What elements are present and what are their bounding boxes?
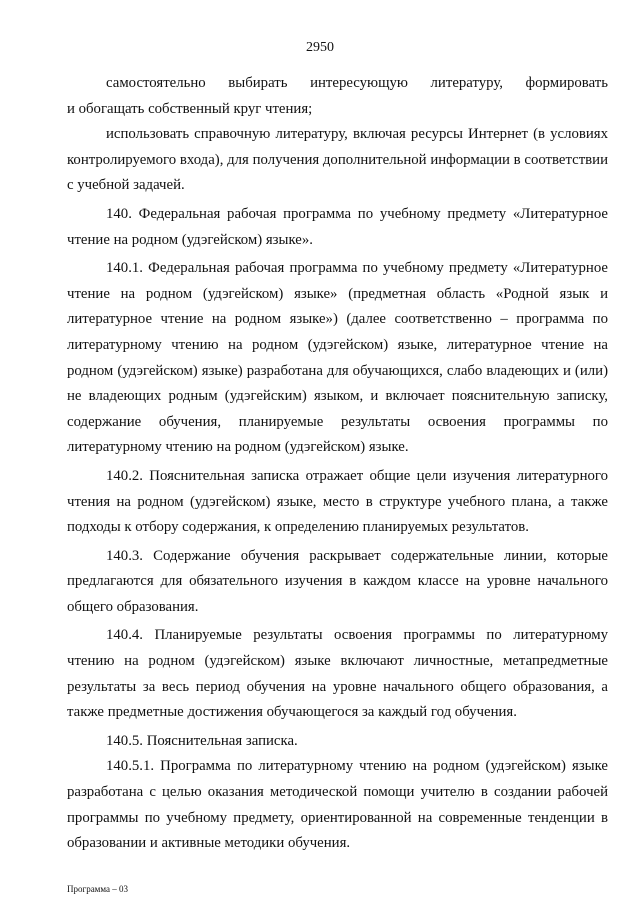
paragraph-1: самостоятельно выбирать интересующую литературу, формировать [106,75,608,91]
paragraph-7: 140.3. Содержание обучения раскрывает содержательные линии, которые предлагаются для обязательного изучения в каждом классе на уровне начального общего образования. [67,547,608,615]
paragraph-9: 140.5. Пояснительная записка. [106,732,298,749]
page-number: 2950 [306,40,334,55]
document-body [67,71,608,857]
paragraph-10: 140.5.1. Программа по литературному чтению на родном (удэгейском) языке разработана с целью оказания методической помощи учителю в создании рабочей программы по учебному предмету, ориентированной на современные тенденции в образовании и активные методики обучения. [67,758,608,852]
paragraph-8: 140.4. Планируемые результаты освоения программы по литературному чтению на родном (удэгейском) языке включают личностные, метапредметные результаты за весь период обучения на уровне начального общего образования, а также предметные достижения обучающегося за каждый год обучения. [67,627,608,721]
paragraph-2: и обогащать собственный круг чтения; [67,100,313,117]
paragraph-5: 140.1. Федеральная рабочая программа по учебному предмету «Литературное чтение на родном (удэгейском) языке» (предметная область «Родной язык и литературное чтение на родном языке») (далее соответственно – программа по литературному чтению на родном (удэгейском) языке, литературное чтение на родном (удэгейском) языке) разработана для обучающихся, слабо владеющих и (или) не владеющих родным (удэгейским) языком, и включает пояснительную записку, содержание обучения, планируемые результаты освоения программы по литературному чтению на родном (удэгейском) языке. [67,260,608,456]
footer-program-code: Программа – 03 [67,884,129,894]
paragraph-6: 140.2. Пояснительная записка отражает общие цели изучения литературного чтения на родном (удэгейском) языке, место в структуре учебного плана, а также подходы к отбору содержания, к определению планируемых результатов. [67,467,608,536]
paragraph-3: использовать справочную литературу, включая ресурсы Интернет (в условиях контролируемого входа), для получения дополнительной информации в соответствии с учебной задачей. [67,126,608,194]
paragraph-4: 140. Федеральная рабочая программа по учебному предмету «Литературное чтение на родном (удэгейском) языке». [67,205,608,248]
